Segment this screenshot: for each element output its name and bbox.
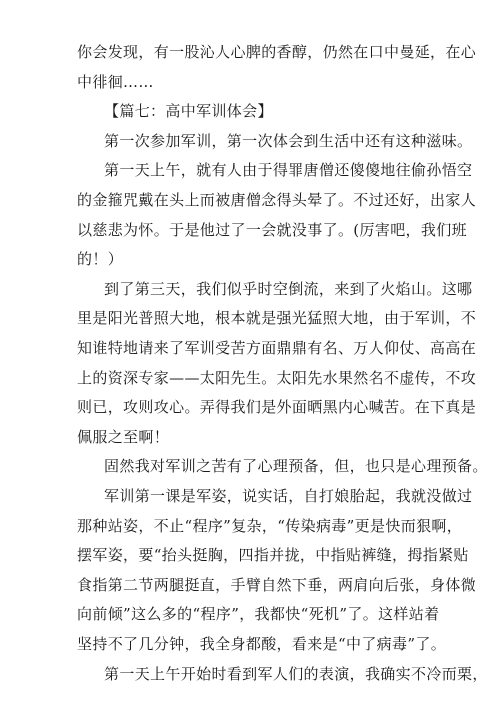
text-line: 向前倾”这么多的“程序”，我都快“死机”了。这样站着 <box>77 605 440 624</box>
text-line: 里是阳光普照大地，根本就是强光猛照大地，由于军训，不 <box>77 309 477 328</box>
text-line: 第一次参加军训，第一次体会到生活中还有这种滋味。 <box>104 131 473 150</box>
text-line: 以慈悲为怀。于是他过了一会就没事了。(厉害吧，我们班 <box>77 220 467 239</box>
text-line: 的金箍咒戴在头上而被唐僧念得头晕了。不过还好，出家人 <box>77 191 477 209</box>
text-line: 上的资深专家——太阳先生。太阳先水果然名不虚传，不攻 <box>77 368 477 387</box>
text-line: 军训第一课是军姿，说实话，自打娘胎起，我就没做过 <box>104 487 473 505</box>
text-line: 则已，攻则攻心。弄得我们是外面晒黑内心喊苦。在下真是 <box>77 398 477 417</box>
text-line: 中徘徊…… <box>77 72 154 91</box>
text-line: 第一天上午，就有人由于得罪唐僧还傻傻地往偷孙悟空 <box>104 161 473 180</box>
text-line: 摆军姿，要“抬头挺胸，四指并拢，中指贴裤缝，拇指紧贴 <box>77 546 469 565</box>
text-line: 你会发现，有一股沁人心脾的香醇，仍然在口中曼延，在心 <box>77 43 477 61</box>
text-line: 到了第三天，我们似乎时空倒流，来到了火焰山。这哪 <box>104 279 473 298</box>
text-line: 食指第二节两腿挺直，手臂自然下垂，两肩向后张，身体微 <box>77 575 477 594</box>
text-line: 那种站姿，不止“程序”复杂，“传染病毒”更是快而狠啊， <box>77 516 463 535</box>
text-line: 固然我对军训之苦有了心理预备，但，也只是心理预备。 <box>104 457 488 476</box>
section-heading: 【篇七：高中军训体会】 <box>104 102 273 121</box>
text-line: 佩服之至啊！ <box>77 427 170 446</box>
text-line: 坚持不了几分钟，我全身都酸，看来是“中了病毒”了。 <box>77 635 447 653</box>
text-line: 知谁特地请来了军训受苦方面鼎鼎有名、万人仰仗、高高在 <box>77 339 477 357</box>
text-line: 的！） <box>77 250 124 269</box>
text-line: 第一天上午开始时看到军人们的表演，我确实不冷而栗， <box>104 664 488 683</box>
